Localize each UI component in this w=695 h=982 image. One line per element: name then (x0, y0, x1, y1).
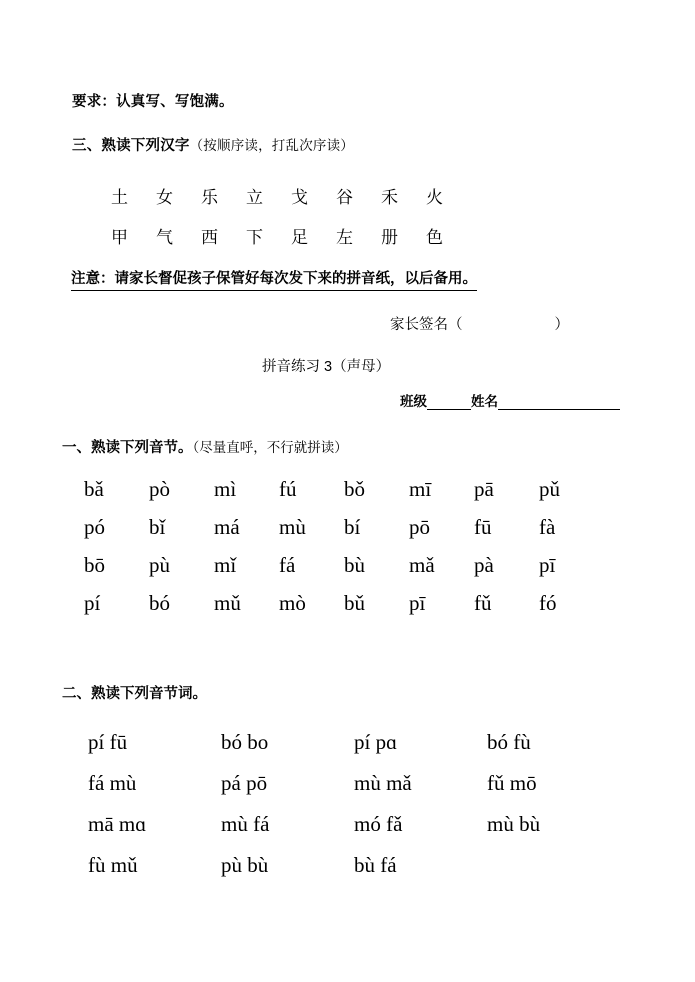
character-cell: 戈 (291, 188, 308, 207)
syllable-word-cell: mù bù (487, 812, 541, 836)
syllable-cell: bó (149, 591, 170, 615)
character-cell: 谷 (336, 188, 353, 207)
syllable-cell: fó (539, 591, 557, 615)
syllable-word-cell: pí fū (88, 730, 128, 754)
section-two-heading: 二、熟读下列音节词。 (62, 686, 207, 702)
syllable-cell: pǔ (539, 477, 560, 501)
syllable-cell: bǎ (84, 477, 104, 501)
syllable-word-cell: mù fá (221, 812, 270, 836)
section-three-heading (72, 134, 354, 155)
syllable-word-cell: mù mǎ (354, 771, 412, 795)
syllable-cell: bǒ (344, 477, 365, 501)
syllable-cell: pī (539, 553, 556, 577)
syllable-cell: pó (84, 515, 105, 539)
class-label: 班级 (400, 394, 427, 409)
parent-signature-close-paren: ） (554, 317, 569, 333)
syllable-word-cell: fù mǔ (88, 853, 138, 877)
worksheet-title: 拼音练习 3（声母） (262, 359, 391, 375)
character-cell: 土 (111, 188, 128, 207)
character-cell: 气 (156, 228, 173, 247)
syllable-cell: bí (344, 515, 361, 539)
character-cell: 册 (381, 228, 398, 247)
character-cell: 西 (201, 228, 218, 247)
syllable-cell: mù (279, 515, 306, 539)
syllable-cell: fà (539, 515, 556, 539)
syllable-word-cell: fá mù (88, 771, 137, 795)
character-row (97, 223, 457, 248)
character-row (97, 183, 457, 208)
section-one-heading (62, 436, 348, 457)
parent-signature-label: 家长签名（ (390, 317, 463, 333)
name-blank[interactable] (498, 395, 620, 410)
syllable-word-cell: pí pɑ (354, 730, 398, 754)
syllable-cell: mò (279, 591, 306, 615)
syllable-word-cell: mó fǎ (354, 812, 403, 836)
syllable-cell: bǐ (149, 515, 166, 539)
syllable-cell: bù (344, 553, 365, 577)
syllable-cell: pō (409, 515, 430, 539)
parent-signature-line (390, 313, 569, 334)
syllable-cell: pò (149, 477, 170, 501)
character-cell: 足 (291, 228, 308, 247)
syllable-cell: mǔ (214, 591, 241, 615)
syllable-cell: pù (149, 553, 170, 577)
section-one-heading-lead: 一、熟读下列音节。 (62, 440, 193, 456)
syllable-cell: mì (214, 477, 237, 501)
syllable-word-cell: bù fá (354, 853, 397, 877)
section-three-heading-note: （按顺序读，打乱次序读） (189, 138, 355, 153)
character-cell: 下 (246, 228, 263, 247)
syllable-word-cell: bó bo (221, 730, 269, 754)
name-label: 姓名 (471, 394, 498, 409)
syllable-cell: mī (409, 477, 432, 501)
syllable-word-cell: mā mɑ (88, 812, 147, 836)
notice-line: 注意：请家长督促孩子保管好每次发下来的拼音纸，以后备用。 (71, 267, 477, 291)
syllable-cell: fū (474, 515, 492, 539)
character-cell: 禾 (381, 188, 398, 207)
character-cell: 色 (426, 228, 443, 247)
syllable-cell: mǎ (409, 553, 435, 577)
section-three-heading-lead: 三、熟读下列汉字 (72, 138, 190, 154)
syllable-cell: pí (84, 591, 101, 615)
character-cell: 女 (156, 188, 173, 207)
syllable-word-cell: pá pō (221, 771, 268, 795)
syllable-grid (84, 470, 604, 622)
student-info-row (400, 390, 620, 410)
character-cell: 立 (246, 188, 263, 207)
syllable-cell: bō (84, 553, 105, 577)
syllable-word-cell: fǔ mō (487, 771, 537, 795)
syllable-cell: pà (474, 553, 494, 577)
syllable-word-cell: bó fù (487, 730, 531, 754)
class-blank[interactable] (427, 395, 471, 410)
syllable-cell: pī (409, 591, 426, 615)
syllable-cell: fú (279, 477, 297, 501)
character-cell: 火 (426, 188, 443, 207)
section-one-heading-note: （尽量直呼，不行就拼读） (192, 440, 348, 455)
character-cell: 甲 (111, 228, 128, 247)
syllable-cell: fǔ (474, 591, 492, 615)
syllable-cell: pā (474, 477, 494, 501)
character-cell: 乐 (201, 188, 218, 207)
syllable-cell: bǔ (344, 591, 365, 615)
syllable-word-cell: pù bù (221, 853, 269, 877)
character-cell: 左 (336, 228, 353, 247)
requirement-line: 要求：认真写、写饱满。 (72, 94, 234, 110)
syllable-word-grid (88, 722, 618, 886)
syllable-cell: má (214, 515, 240, 539)
syllable-cell: mǐ (214, 553, 237, 577)
syllable-cell: fá (279, 553, 296, 577)
